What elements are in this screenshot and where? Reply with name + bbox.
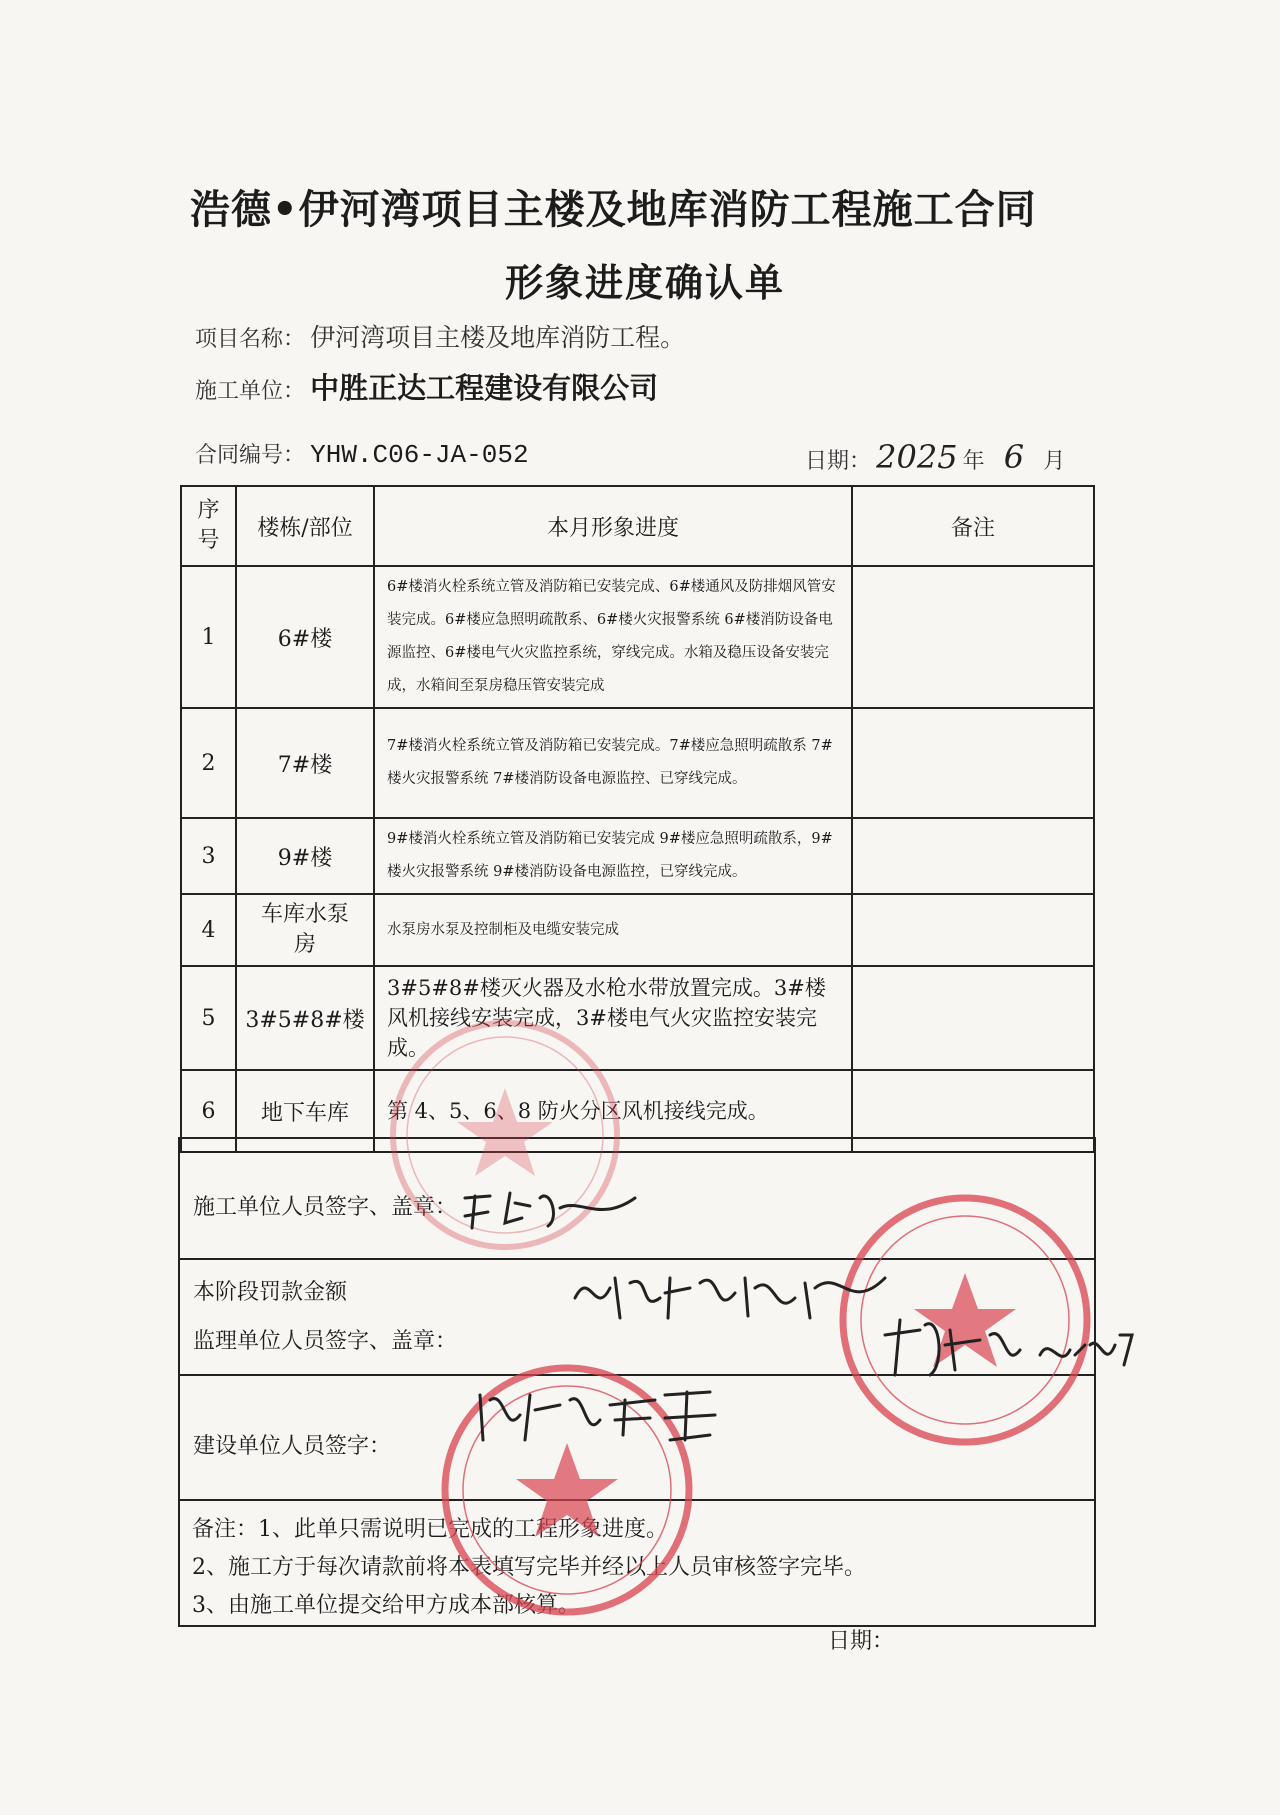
date-label: 日期：	[805, 449, 872, 474]
project-name-line	[195, 318, 685, 354]
row-building: 3#5#8#楼	[236, 966, 374, 1070]
header-no: 序号	[181, 486, 236, 566]
project-name-value: 伊河湾项目主楼及地库消防工程。	[310, 323, 686, 352]
table-row	[181, 966, 1094, 1070]
date-year-unit: 年	[962, 449, 985, 474]
table-row	[181, 818, 1094, 894]
row-no: 4	[181, 894, 236, 966]
penalty-handwritten-mark	[570, 1258, 890, 1333]
date-month: 6	[1003, 438, 1025, 476]
row-building: 9#楼	[236, 818, 374, 894]
footer-date-label: 日期：	[828, 1629, 895, 1654]
date-month-unit: 月	[1043, 449, 1066, 474]
row-building: 车库水泵房	[236, 894, 374, 966]
penalty-label: 本阶段罚款金额	[193, 1280, 348, 1305]
contractor-sign-label: 施工单位人员签字、盖章：	[193, 1195, 458, 1220]
construction-unit-line	[195, 366, 658, 407]
row-no: 1	[181, 566, 236, 708]
row-no: 2	[181, 708, 236, 818]
row-note	[852, 818, 1094, 894]
contract-number-label: 合同编号：	[195, 443, 306, 468]
owner-sign-label: 建设单位人员签字：	[193, 1434, 392, 1459]
project-name-label: 项目名称：	[195, 327, 306, 352]
contract-number-value: YHW.C06-JA-052	[310, 440, 529, 470]
row-building: 地下车库	[236, 1070, 374, 1152]
row-no: 6	[181, 1070, 236, 1152]
progress-table	[180, 485, 1095, 1153]
table-row	[181, 566, 1094, 708]
note-line: 备注：1、此单只需说明已完成的工程形象进度。	[192, 1517, 668, 1542]
header-note: 备注	[852, 486, 1094, 566]
table-row	[181, 894, 1094, 966]
row-no: 3	[181, 818, 236, 894]
construction-unit-label: 施工单位：	[195, 379, 306, 404]
row-no: 5	[181, 966, 236, 1070]
note-line: 3、由施工单位提交给甲方成本部核算。	[192, 1593, 580, 1618]
table-header-row	[181, 486, 1094, 566]
row-progress: 3#5#8#楼灭火器及水枪水带放置完成。3#楼风机接线安装完成，3#楼电气火灾监控安装完成。	[374, 966, 852, 1070]
document-title: 浩德•伊河湾项目主楼及地库消防工程施工合同	[190, 186, 1037, 233]
row-progress: 第 4、5、6、8 防火分区风机接线完成。	[374, 1070, 852, 1152]
row-progress: 9#楼消火栓系统立管及消防箱已安装完成 9#楼应急照明疏散系，9#楼火灾报警系统 9#楼消防设备电源监控，已穿线完成。	[374, 818, 852, 894]
row-note	[852, 894, 1094, 966]
supervisor-sign-label: 监理单位人员签字、盖章：	[193, 1329, 458, 1354]
row-building: 7#楼	[236, 708, 374, 818]
row-building: 6#楼	[236, 566, 374, 708]
row-progress: 6#楼消火栓系统立管及消防箱已安装完成、6#楼通风及防排烟风管安装完成。6#楼应急照明疏散系、6#楼火灾报警系统 6#楼消防设备电源监控、6#楼电气火灾监控系统，穿线完成。水箱及稳压设备安装完成，水箱间至泵房稳压管安装完成	[374, 566, 852, 708]
header-progress: 本月形象进度	[374, 486, 852, 566]
supervisor-signature-mark	[880, 1305, 1140, 1385]
contract-number-line	[195, 438, 529, 470]
contractor-signature-mark	[460, 1178, 640, 1238]
row-note	[852, 966, 1094, 1070]
construction-unit-value: 中胜正达工程建设有限公司	[310, 371, 659, 405]
date-line	[805, 438, 1065, 476]
owner-signature-mark	[475, 1380, 725, 1450]
row-note	[852, 708, 1094, 818]
date-year: 2025	[876, 438, 958, 476]
table-row	[181, 708, 1094, 818]
row-progress: 7#楼消火栓系统立管及消防箱已安装完成。7#楼应急照明疏散系 7#楼火灾报警系统 7#楼消防设备电源监控、已穿线完成。	[374, 708, 852, 818]
header-building: 楼栋/部位	[236, 486, 374, 566]
note-line: 2、施工方于每次请款前将本表填写完毕并经以上人员审核签字完毕。	[192, 1555, 866, 1580]
row-note	[852, 566, 1094, 708]
document-subtitle: 形象进度确认单	[505, 260, 786, 305]
row-progress: 水泵房水泵及控制柜及电缆安装完成	[374, 894, 852, 966]
